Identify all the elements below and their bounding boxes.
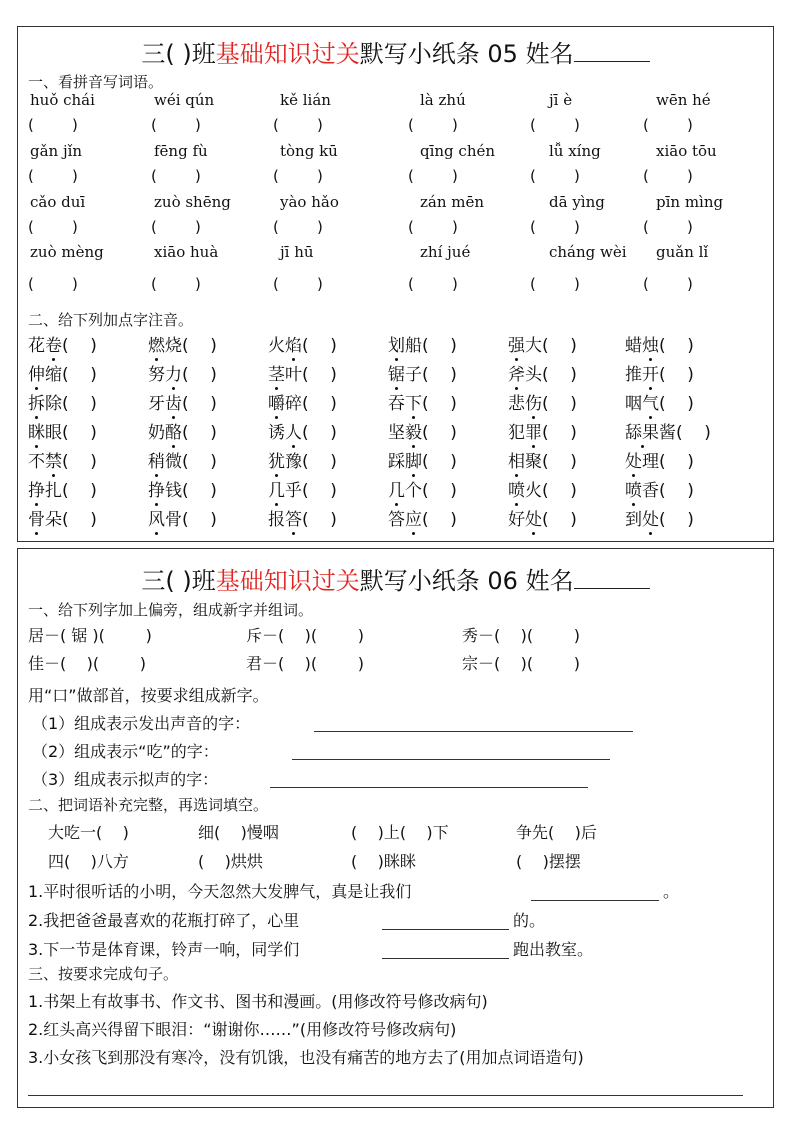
fill-sentence-start: 1.平时很听话的小明，今天忽然大发脾气，真是让我们: [28, 882, 412, 901]
pinyin-blank[interactable]: ( ): [302, 423, 337, 443]
sentence-task: 3.小女孩飞到那没有寒冷，没有饥饿，也没有痛苦的地方去了(用加点词语造句): [28, 1048, 584, 1067]
dotted-char: 挣: [28, 476, 45, 501]
fill-sentence-start: 2.我把爸爸最喜欢的花瓶打碎了，心里: [28, 911, 300, 930]
phonetic-item: [388, 447, 457, 472]
section-idiom-heading: 二、把词语补充完整，再选词填空。: [28, 796, 269, 814]
phonetic-item: [268, 476, 337, 501]
pinyin-word: là zhú: [420, 91, 466, 109]
pinyin-blank[interactable]: ( ): [659, 394, 694, 414]
phonetic-item: [148, 476, 217, 501]
phonetic-item: [268, 447, 337, 472]
dotted-char: 喷: [625, 476, 642, 501]
pinyin-blank[interactable]: ( ): [182, 365, 217, 385]
pinyin-word: lǚ xíng: [549, 142, 601, 160]
phonetic-item: [388, 389, 457, 414]
pinyin-word: dā yìng: [549, 193, 605, 211]
title-class: 三( )班: [141, 40, 216, 68]
answer-blank[interactable]: ( ): [28, 218, 78, 236]
fill-sentence-end: 跑出教室。: [513, 940, 594, 959]
char: 豫: [285, 452, 302, 472]
phonetic-item: [268, 505, 337, 530]
dotted-char: 舔果: [625, 418, 659, 443]
dotted-char: 人: [285, 418, 302, 443]
char: 扎: [45, 481, 62, 501]
pinyin-blank[interactable]: ( ): [659, 510, 694, 530]
pinyin-word: guǎn lǐ: [656, 243, 709, 261]
pinyin-word: jī hū: [280, 243, 314, 261]
pinyin-blank[interactable]: ( ): [659, 481, 694, 501]
answer-blank[interactable]: ( ): [530, 116, 580, 134]
radical-item[interactable]: 斥－( )( ): [246, 626, 365, 645]
pinyin-blank[interactable]: ( ): [659, 336, 694, 356]
pinyin-blank[interactable]: ( ): [542, 336, 577, 356]
pinyin-blank[interactable]: ( ): [62, 481, 97, 501]
dotted-char: 处: [642, 505, 659, 530]
section-sentence-heading: 三、按要求完成句子。: [28, 965, 179, 983]
answer-blank[interactable]: ( ): [408, 167, 458, 185]
answer-blank[interactable]: ( ): [28, 167, 78, 185]
dotted-char: 齿: [165, 389, 182, 414]
answer-blank[interactable]: ( ): [151, 275, 201, 293]
pinyin-blank[interactable]: ( ): [182, 481, 217, 501]
pinyin-blank[interactable]: ( ): [182, 394, 217, 414]
phonetic-item: [388, 360, 457, 385]
dotted-char: 茎: [268, 360, 285, 385]
dotted-char: 开: [642, 360, 659, 385]
dotted-char: 燃: [148, 331, 165, 356]
idiom-item[interactable]: 争先( )后: [516, 823, 597, 842]
char: 烧: [165, 336, 182, 356]
fill-sentence-start: 3.下一节是体育课，铃声一响，同学们: [28, 940, 300, 959]
phonetic-item: [28, 447, 97, 472]
char: 好: [508, 510, 525, 530]
dotted-char: 挣: [148, 476, 165, 501]
phonetic-item: [28, 476, 97, 501]
pinyin-word: xiāo huà: [154, 243, 219, 261]
phonetic-item: [28, 418, 97, 443]
pinyin-blank[interactable]: ( ): [62, 452, 97, 472]
pinyin-word: cháng wèi: [549, 243, 627, 261]
dotted-char: 气: [642, 389, 659, 414]
char: 碎: [285, 394, 302, 414]
kou-answer-blank[interactable]: [292, 759, 610, 760]
pinyin-word: zuò mèng: [30, 243, 104, 261]
char: 悲: [508, 394, 525, 414]
char: 咽: [625, 394, 642, 414]
pinyin-blank[interactable]: ( ): [62, 423, 97, 443]
pinyin-blank[interactable]: ( ): [302, 336, 337, 356]
dotted-char: 强: [508, 331, 525, 356]
char: 船: [405, 336, 422, 356]
char: 钱: [165, 481, 182, 501]
pinyin-blank[interactable]: ( ): [659, 452, 694, 472]
worksheet-card-05: [17, 26, 774, 542]
phonetic-item: [388, 418, 457, 443]
phonetic-item: [148, 447, 217, 472]
answer-blank[interactable]: ( ): [530, 218, 580, 236]
dotted-char: 喷: [508, 476, 525, 501]
pinyin-blank[interactable]: ( ): [422, 510, 457, 530]
phonetic-item: [508, 476, 577, 501]
char: 除: [45, 394, 62, 414]
dotted-char: 伤: [525, 389, 542, 414]
answer-blank[interactable]: ( ): [28, 275, 78, 293]
char: 个: [405, 481, 422, 501]
dotted-char: 焰: [285, 331, 302, 356]
answer-blank[interactable]: ( ): [408, 275, 458, 293]
idiom-item[interactable]: ( )上( )下: [351, 823, 449, 842]
phonetic-item: [625, 505, 694, 530]
answer-blank[interactable]: ( ): [151, 167, 201, 185]
fill-sentence-end: 。: [663, 882, 680, 901]
char: 奶: [148, 423, 165, 443]
dotted-char: 骨: [28, 505, 45, 530]
char: 香: [642, 481, 659, 501]
phonetic-item: [268, 360, 337, 385]
pinyin-word: kě lián: [280, 91, 331, 109]
char: 答: [388, 510, 405, 530]
char: 不: [28, 452, 45, 472]
pinyin-word: zán mēn: [420, 193, 485, 211]
pinyin-blank[interactable]: ( ): [62, 336, 97, 356]
phonetic-item: [508, 505, 577, 530]
kou-answer-blank[interactable]: [314, 731, 633, 732]
answer-blank[interactable]: ( ): [151, 218, 201, 236]
phonetic-item: [625, 360, 694, 385]
pinyin-blank[interactable]: ( ): [302, 510, 337, 530]
phonetic-item: [388, 331, 457, 356]
dotted-char: 答: [285, 505, 302, 530]
phonetic-item: [28, 389, 97, 414]
pinyin-word: qīng chén: [420, 142, 496, 160]
worksheet-title-05: [18, 34, 773, 69]
pinyin-blank[interactable]: ( ): [302, 394, 337, 414]
kou-intro: 用“口”做部首，按要求组成新字。: [28, 686, 269, 705]
title-rest: 默写小纸条 06 姓名: [359, 567, 574, 595]
answer-blank[interactable]: ( ): [530, 167, 580, 185]
char: 牙: [148, 394, 165, 414]
kou-item: （1）组成表示发出声音的字：: [32, 714, 251, 733]
phonetic-item: [508, 418, 577, 443]
pinyin-word: zuò shēng: [154, 193, 231, 211]
pinyin-blank[interactable]: ( ): [182, 423, 217, 443]
phonetic-item: [625, 331, 694, 356]
answer-blank[interactable]: ( ): [151, 116, 201, 134]
dotted-char: 风: [148, 505, 165, 530]
dotted-char: 酪: [165, 418, 182, 443]
phonetic-item: [148, 505, 217, 530]
idiom-item[interactable]: 四( )八方: [48, 852, 129, 871]
char: 头: [525, 365, 542, 385]
section-phonetic-heading: 二、给下列加点字注音。: [28, 311, 194, 329]
char: 聚: [525, 452, 542, 472]
char: 到: [625, 510, 642, 530]
pinyin-blank[interactable]: ( ): [542, 510, 577, 530]
section-radical-heading: 一、给下列字加上偏旁，组成新字并组词。: [28, 601, 314, 619]
phonetic-item: [508, 331, 577, 356]
phonetic-item: [148, 331, 217, 356]
char: 缩: [45, 365, 62, 385]
dotted-char: 拆: [28, 389, 45, 414]
title-highlight: 基础知识过关: [215, 567, 360, 595]
title-highlight: 基础知识过关: [215, 40, 360, 68]
char: 乎: [285, 481, 302, 501]
phonetic-item: [625, 418, 711, 443]
pinyin-blank[interactable]: ( ): [676, 423, 711, 443]
phonetic-item: [625, 447, 694, 472]
phonetic-item: [508, 447, 577, 472]
char: 犯: [508, 423, 525, 443]
char: 酱: [659, 423, 676, 443]
pinyin-blank[interactable]: ( ): [62, 365, 97, 385]
char: 坚: [388, 423, 405, 443]
pinyin-blank[interactable]: ( ): [182, 452, 217, 472]
dotted-char: 嚼: [268, 389, 285, 414]
char: 子: [405, 365, 422, 385]
dotted-char: 相: [508, 447, 525, 472]
fill-answer-blank[interactable]: [531, 900, 659, 901]
dotted-char: 处: [525, 505, 542, 530]
phonetic-item: [148, 418, 217, 443]
phonetic-item: [148, 389, 217, 414]
dotted-char: 处: [625, 447, 642, 472]
dotted-char: 力: [165, 360, 182, 385]
pinyin-blank[interactable]: ( ): [302, 365, 337, 385]
char: 火: [268, 336, 285, 356]
answer-blank[interactable]: ( ): [28, 116, 78, 134]
phonetic-item: [268, 389, 337, 414]
dotted-char: 眯: [28, 418, 45, 443]
dotted-char: 下: [405, 389, 422, 414]
pinyin-blank[interactable]: ( ): [422, 394, 457, 414]
answer-blank[interactable]: ( ): [273, 275, 323, 293]
char: 朵: [45, 510, 62, 530]
char: 蜡: [625, 336, 642, 356]
sentence-task: 1.书架上有故事书、作文书、图书和漫画。(用修改符号修改病句): [28, 992, 488, 1011]
phonetic-item: [28, 505, 97, 530]
dotted-char: 罪: [525, 418, 542, 443]
dotted-char: 犹: [268, 447, 285, 472]
phonetic-item: [508, 360, 577, 385]
radical-item[interactable]: 宗－( )( ): [462, 654, 581, 673]
dotted-char: 脚: [405, 447, 422, 472]
kou-item: （3）组成表示拟声的字：: [32, 770, 219, 789]
pinyin-blank[interactable]: ( ): [659, 365, 694, 385]
idiom-item[interactable]: 大吃一( ): [48, 823, 129, 842]
title-rest: 默写小纸条 05 姓名: [359, 40, 574, 68]
pinyin-word: yào hǎo: [280, 193, 339, 211]
dotted-char: 禁: [45, 447, 62, 472]
section-pinyin-heading: 一、看拼音写词语。: [28, 73, 164, 91]
dotted-char: 烛: [642, 331, 659, 356]
name-blank[interactable]: [574, 568, 650, 589]
fill-answer-blank[interactable]: [382, 958, 509, 959]
dotted-char: 毅: [405, 418, 422, 443]
pinyin-word: pīn mìng: [656, 193, 724, 211]
dotted-char: 应: [405, 505, 422, 530]
radical-item[interactable]: 居－( 锯 )( ): [28, 626, 152, 645]
pinyin-word: fēng fù: [154, 142, 208, 160]
pinyin-blank[interactable]: ( ): [542, 481, 577, 501]
answer-blank[interactable]: ( ): [273, 116, 323, 134]
pinyin-blank[interactable]: ( ): [542, 365, 577, 385]
pinyin-blank[interactable]: ( ): [422, 365, 457, 385]
pinyin-blank[interactable]: ( ): [422, 481, 457, 501]
pinyin-blank[interactable]: ( ): [62, 394, 97, 414]
char: 眼: [45, 423, 62, 443]
pinyin-blank[interactable]: ( ): [302, 481, 337, 501]
answer-line[interactable]: [28, 1095, 743, 1096]
pinyin-blank[interactable]: ( ): [62, 510, 97, 530]
phonetic-item: [508, 389, 577, 414]
pinyin-blank[interactable]: ( ): [422, 336, 457, 356]
phonetic-item: [28, 360, 97, 385]
char: 理: [642, 452, 659, 472]
char: 火: [525, 481, 542, 501]
phonetic-item: [388, 505, 457, 530]
pinyin-blank[interactable]: ( ): [182, 336, 217, 356]
answer-blank[interactable]: ( ): [643, 218, 693, 236]
char: 推: [625, 365, 642, 385]
radical-item[interactable]: 佳－( )( ): [28, 654, 147, 673]
pinyin-blank[interactable]: ( ): [182, 510, 217, 530]
phonetic-item: [148, 360, 217, 385]
worksheet-title-06: [18, 561, 773, 596]
fill-sentence-end: 的。: [513, 911, 546, 930]
pinyin-word: wēn hé: [656, 91, 711, 109]
pinyin-word: tòng kū: [280, 142, 338, 160]
phonetic-item: [268, 418, 337, 443]
phonetic-item: [625, 389, 694, 414]
dotted-char: 几: [268, 476, 285, 501]
phonetic-item: [28, 331, 97, 356]
pinyin-blank[interactable]: ( ): [422, 423, 457, 443]
radical-item[interactable]: 秀－( )( ): [462, 626, 581, 645]
answer-blank[interactable]: ( ): [273, 218, 323, 236]
answer-blank[interactable]: ( ): [530, 275, 580, 293]
pinyin-word: xiāo tōu: [656, 142, 717, 160]
title-class: 三( )班: [141, 567, 216, 595]
pinyin-blank[interactable]: ( ): [302, 452, 337, 472]
dotted-char: 划: [388, 331, 405, 356]
sentence-task: 2.红头高兴得留下眼泪：“谢谢你……”(用修改符号修改病句): [28, 1020, 457, 1039]
idiom-item[interactable]: ( )眯眯: [351, 852, 416, 871]
char: 努: [148, 365, 165, 385]
pinyin-blank[interactable]: ( ): [542, 452, 577, 472]
pinyin-blank[interactable]: ( ): [422, 452, 457, 472]
idiom-item[interactable]: 细( )慢咽: [198, 823, 279, 842]
radical-item[interactable]: 君－( )( ): [246, 654, 365, 673]
answer-blank[interactable]: ( ): [643, 116, 693, 134]
char: 叶: [285, 365, 302, 385]
pinyin-word: jī è: [549, 91, 573, 109]
idiom-item[interactable]: ( )摆摆: [516, 852, 581, 871]
answer-blank[interactable]: ( ): [408, 218, 458, 236]
answer-blank[interactable]: ( ): [273, 167, 323, 185]
name-blank[interactable]: [574, 41, 650, 62]
kou-item: （2）组成表示“吃”的字：: [32, 742, 219, 761]
char: 报: [268, 510, 285, 530]
kou-answer-blank[interactable]: [270, 787, 588, 788]
char: 吞: [388, 394, 405, 414]
pinyin-word: gǎn jǐn: [30, 142, 83, 160]
phonetic-item: [625, 476, 694, 501]
dotted-char: 伸: [28, 360, 45, 385]
char: 花: [28, 336, 45, 356]
dotted-char: 几: [388, 476, 405, 501]
dotted-char: 斧: [508, 360, 525, 385]
pinyin-word: huǒ chái: [30, 91, 95, 109]
char: 骨: [165, 510, 182, 530]
pinyin-blank[interactable]: ( ): [542, 423, 577, 443]
idiom-item[interactable]: ( )烘烘: [198, 852, 263, 871]
char: 踩: [388, 452, 405, 472]
pinyin-word: cǎo duī: [30, 193, 86, 211]
worksheet-card-06: [17, 548, 774, 1108]
fill-answer-blank[interactable]: [382, 929, 509, 930]
dotted-char: 锯: [388, 360, 405, 385]
pinyin-blank[interactable]: ( ): [542, 394, 577, 414]
pinyin-word: wéi qún: [154, 91, 215, 109]
char: 微: [165, 452, 182, 472]
char: 诱: [268, 423, 285, 443]
answer-blank[interactable]: ( ): [408, 116, 458, 134]
phonetic-item: [388, 476, 457, 501]
answer-blank[interactable]: ( ): [643, 275, 693, 293]
answer-blank[interactable]: ( ): [643, 167, 693, 185]
pinyin-word: zhí jué: [420, 243, 471, 261]
dotted-char: 卷: [45, 331, 62, 356]
phonetic-item: [268, 331, 337, 356]
char: 大: [525, 336, 542, 356]
dotted-char: 稍: [148, 447, 165, 472]
